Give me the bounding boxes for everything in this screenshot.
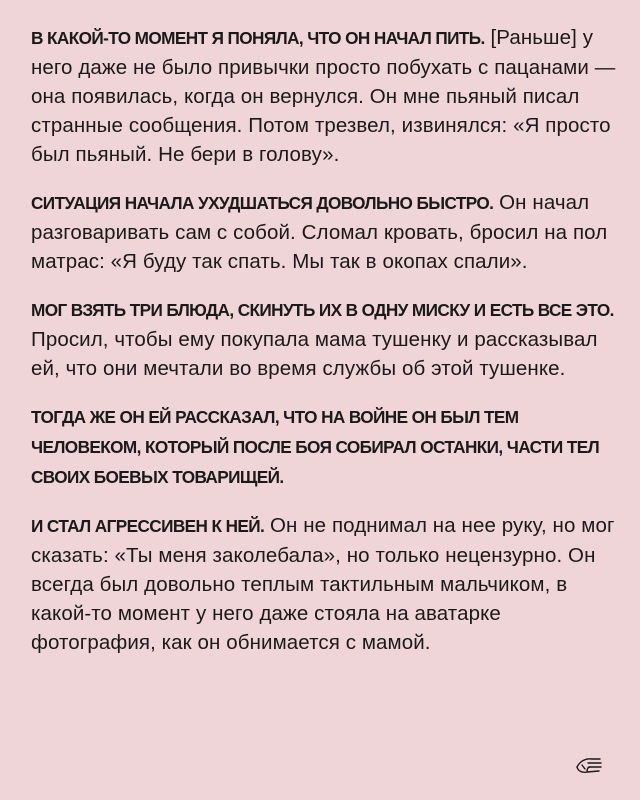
paragraph-2-lead: СИТУАЦИЯ НАЧАЛА УХУДШАТЬСЯ ДОВОЛЬНО БЫСТРО. <box>31 193 494 213</box>
paragraph-5 <box>31 511 621 657</box>
paragraph-3-body: Просил, чтобы ему покупала мама тушенку и рассказывал ей, что они мечтали во время службы об этой тушенке. <box>31 328 598 380</box>
paragraph-2 <box>31 188 621 276</box>
paragraph-4 <box>31 402 621 492</box>
paragraph-5-lead: И СТАЛ АГРЕССИВЕН К НЕЙ. <box>31 516 265 536</box>
paragraph-3 <box>31 295 621 383</box>
paragraph-5-body: Он не поднимал на нее руку, но мог сказать: «Ты меня заколебала», но только нецензурно. Он всегда был довольно теплым тактильным мальчиком, в какой-то момент у него даже стояла на аватарке фотография, как он обнимается с мамой. <box>31 514 615 654</box>
paragraph-1-body: [Раньше] у него даже не было привычки просто побухать с пацанами — она появилась, когда он вернулся. Он мне пьяный писал странные сообщения. Потом трезвел, извинялся: «Я просто был пьяный. Не бери в голову». <box>31 26 616 166</box>
paragraph-2-body: Он начал разговаривать сам с собой. Сломал кровать, бросил на пол матрас: «Я буду так спать. Мы так в окопах спали». <box>31 191 608 273</box>
article-text <box>31 23 621 676</box>
paragraph-1 <box>31 23 621 169</box>
paragraph-1-lead: В КАКОЙ-ТО МОМЕНТ Я ПОНЯЛА, ЧТО ОН НАЧАЛ ПИТЬ. <box>31 28 485 48</box>
hand-logo-icon <box>574 752 604 776</box>
paragraph-4-lead: ТОГДА ЖЕ ОН ЕЙ РАССКАЗАЛ, ЧТО НА ВОЙНЕ ОН БЫЛ ТЕМ ЧЕЛОВЕКОМ, КОТОРЫЙ ПОСЛЕ БОЯ СОБИРАЛ ОСТАНКИ, ЧАСТИ ТЕЛ СВОИХ БОЕВЫХ ТОВАРИЩЕЙ. <box>31 407 600 487</box>
paragraph-3-lead: МОГ ВЗЯТЬ ТРИ БЛЮДА, СКИНУТЬ ИХ В ОДНУ МИСКУ И ЕСТЬ ВСЕ ЭТО. <box>31 300 614 320</box>
